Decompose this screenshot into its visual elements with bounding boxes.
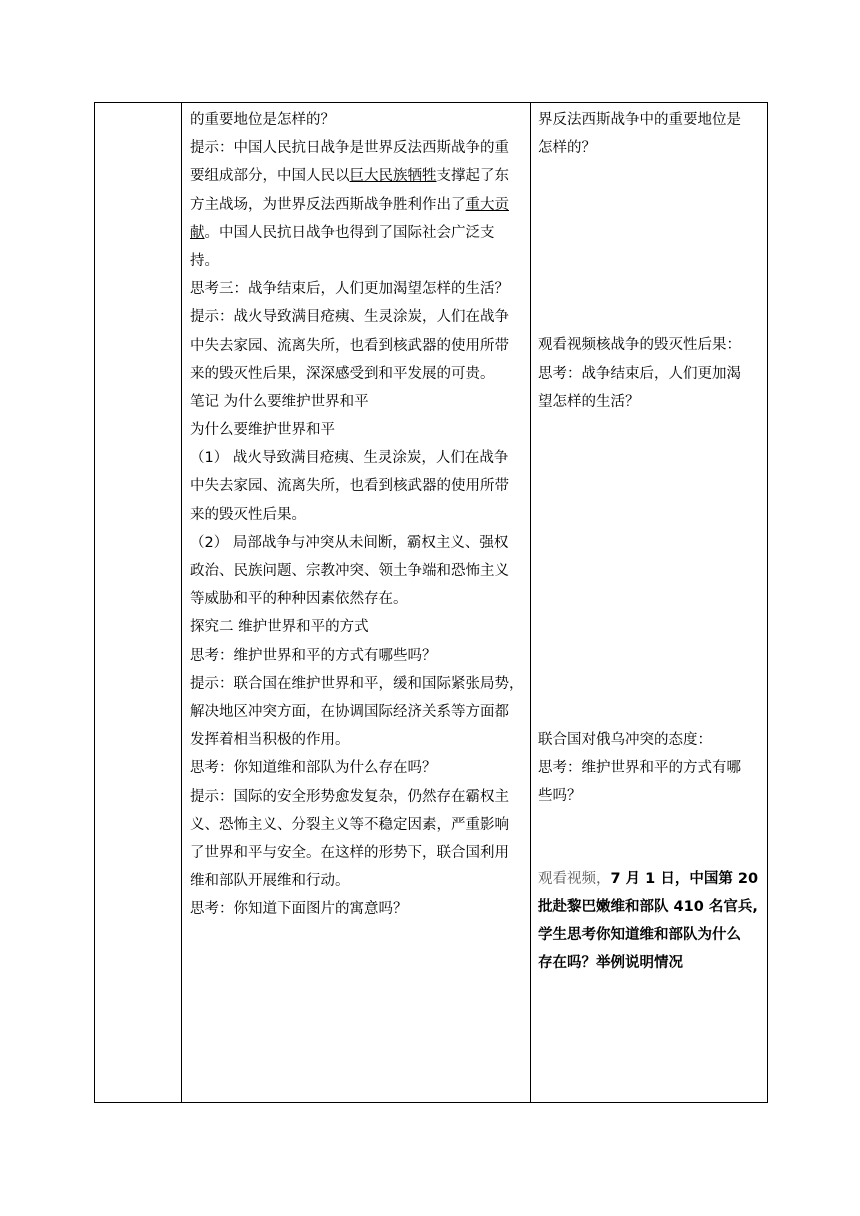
activity-line: 联合国对俄乌冲突的态度： [538,731,712,748]
hint-line: 来的毁灭性后果，深深感受到和平发展的可贵。 [190,365,495,382]
hint-line: 解决地区冲突方面，在协调国际经济关系等方面都 [190,703,509,720]
activity-line: 思考：战争结束后，人们更加渴 [538,365,741,382]
lesson-plan-table [94,102,768,1103]
hint-line: 中失去家园、流离失所，也看到核武器的使用所带 [190,337,509,354]
activity-line: 批赴黎巴嫩维和部队 410 名官兵, [538,898,758,915]
note-point: （2） 局部战争与冲突从未间断，霸权主义、强权 [190,534,509,551]
think-question: 思考：维护世界和平的方式有哪些吗？ [190,647,437,664]
think-question: 思考：你知道下面图片的寓意吗？ [190,901,408,918]
activity-line: 观看视频核战争的毁灭性后果： [538,337,741,354]
hint-line: 提示：联合国在维护世界和平，缓和国际紧张局势， [190,675,524,692]
explore-heading: 探究二 维护世界和平的方式 [190,619,369,636]
activity-line: 存在吗？举例说明情况 [538,955,683,972]
hint-line: 提示：战火导致满目疮痍、生灵涂炭，人们在战争 [190,309,509,326]
note-point: （1） 战火导致满目疮痍、生灵涂炭，人们在战争 [190,450,509,467]
hint-line: 义、恐怖主义、分裂主义等不稳定因素，严重影响 [190,816,509,833]
hint-line: 提示：国际的安全形势愈发复杂，仍然存在霸权主 [190,788,509,805]
underlined-key-phrase: 献 [190,224,205,241]
note-point: 中失去家园、流离失所，也看到核武器的使用所带 [190,478,509,495]
hint-line: 了世界和平与安全。在这样的形势下，联合国利用 [190,844,509,861]
activity-line: 望怎样的生活？ [538,393,640,410]
note-heading: 笔记 为什么要维护世界和平 [190,393,369,410]
underlined-key-phrase: 巨大民族牺牲 [349,168,437,185]
hint-line: 持。 [190,252,219,269]
activity-line: 些吗？ [538,788,582,805]
note-point: 等威胁和平的种种因素依然存在。 [190,591,408,608]
hint-line: 要组成部分，中国人民以巨大民族牺牲支撑起了东 [190,168,509,185]
note-point: 来的毁灭性后果。 [190,506,306,523]
table-row [95,103,768,1103]
activity-line: 界反法西斯战争中的重要地位是 [538,112,741,128]
hint-line: 维和部队开展维和行动。 [190,873,350,890]
note-subheading: 为什么要维护世界和平 [190,422,335,439]
spacer [538,416,761,726]
hint-line: 方主战场，为世界反法西斯战争胜利作出了重大贡 [190,196,509,213]
activity-line: 思考：维护世界和平的方式有哪 [538,760,741,777]
section-column [95,103,182,1103]
activity-line: 观看视频，7 月 1 日，中国第 20 [538,870,759,887]
hint-line: 献。中国人民抗日战争也得到了国际社会广泛支 [190,224,495,241]
think-question: 思考三：战争结束后，人们更加渴望怎样的生活？ [190,281,509,298]
hint-line: 提示：中国人民抗日战争是世界反法西斯战争的重 [190,140,509,157]
spacer [538,162,761,331]
activity-line: 怎样的？ [538,140,596,157]
spacer [538,811,761,865]
underlined-key-phrase: 重大贡 [465,196,509,213]
student-activity-column [531,103,768,1103]
hint-line: 发挥着相当积极的作用。 [190,732,350,749]
activity-line: 学生思考你知道维和部队为什么 [538,926,741,943]
teacher-activity-column [182,103,531,1103]
note-point: 政治、民族问题、宗教冲突、领土争端和恐怖主义 [190,563,509,579]
think-question: 思考：你知道维和部队为什么存在吗？ [190,760,437,777]
question-continuation: 的重要地位是怎样的？ [190,112,335,128]
